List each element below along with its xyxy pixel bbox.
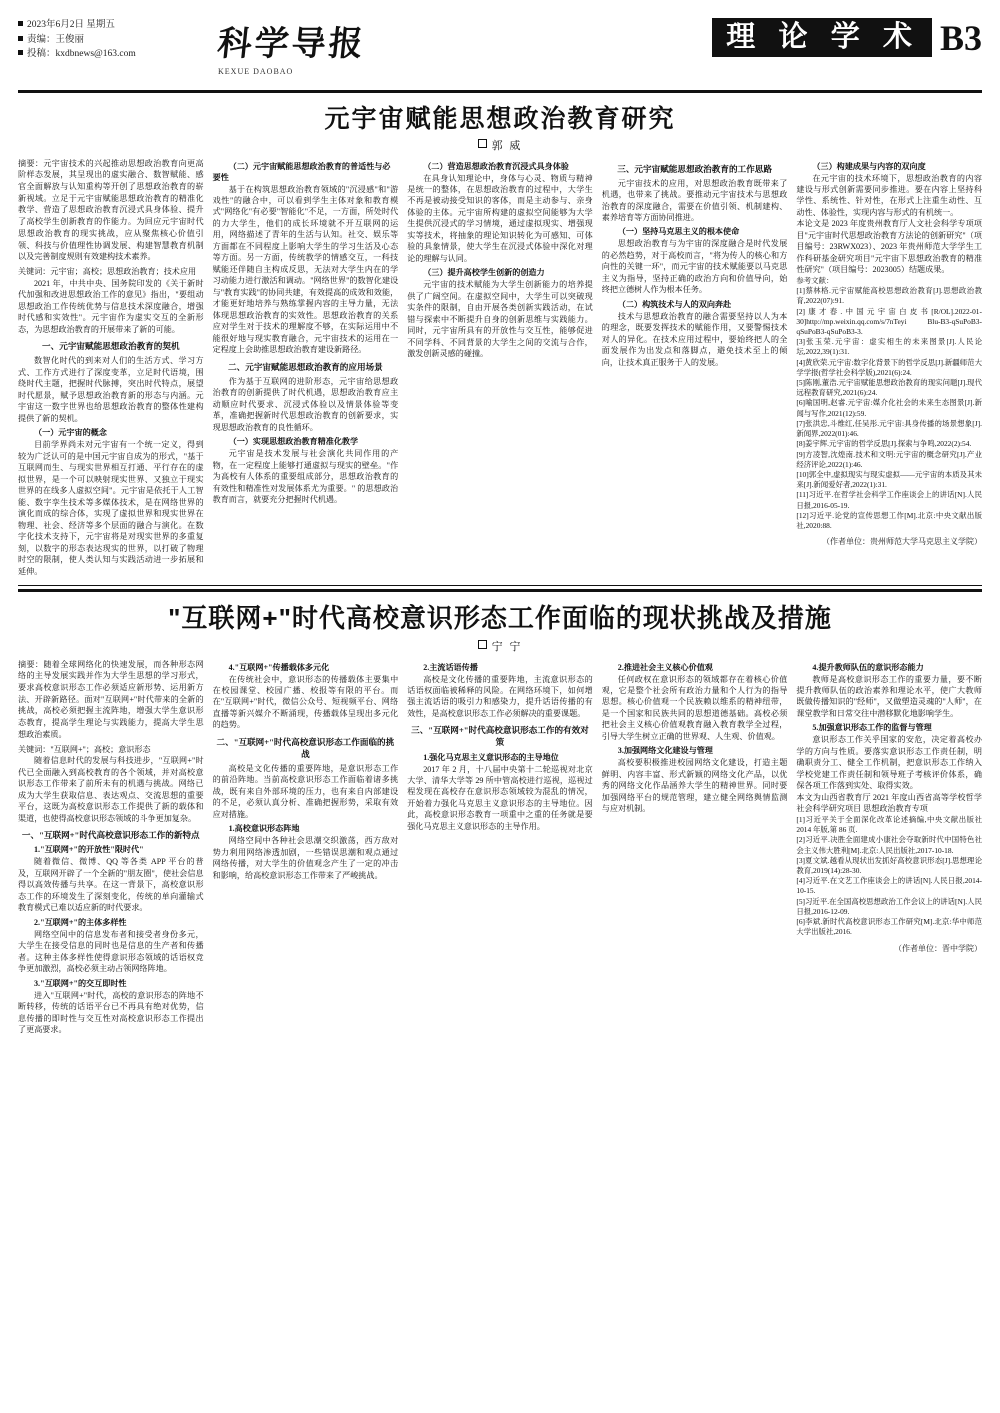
- article-1-funding: 本论文是 2023 年度贵州教育厅人文社会科学专项项目"元宇宙时代思想政治教育方法论的创新研究"（项目编号：23RWX023）、2023 年贵州师范大学学生工作科研基金研究项目"元宇宙下思想政治教育的精准性研究"（项目编号：2023005）结题成果。: [796, 219, 982, 275]
- masthead-logo: [208, 14, 712, 76]
- article-2-h3-9: 3.加强网络文化建设与管理: [617, 746, 713, 756]
- article-2-affiliation: （作者单位：晋中学院）: [893, 944, 982, 954]
- reference-item: [4]黄欣荣.元宇宙:数字化背景下的哲学反思[J].新疆师范大学学报(哲学社会科学版),2021(6):24.: [796, 357, 982, 377]
- article-2-p13: 意识形态工作关乎国家的安危，决定着高校办学的方向与性质。要落实意识形态工作责任制，明确职责分工、健全工作机制，把意识形态工作纳入学校党建工作责任制和领导班子考核评价体系，确保各项工作落到实处、取得实效。: [796, 735, 982, 791]
- article-2-p2: 随着微信、微博、QQ 等各类 APP 平台的普及，互联网开辟了一个全新的"朋友圈"，使社会信息得以高效传播与共享。在这一背景下，高校意识形态工作的环境发生了深刻变化，传统的单向灌输式教育模式已难以适应新的时代要求。: [18, 857, 204, 913]
- reference-item: [7]张洪忠,斗维红,任吴彤.元宇宙:具身传播的场景想象[J].新闻界,2022(01):46.: [796, 418, 982, 439]
- article-2-p12: 教师是高校意识形态工作的重要力量，要不断提升教师队伍的政治素养和理论水平，使广大教师既做传播知识的"经师"，又做塑造灵魂的"人师"，在课堂教学和日常交往中潜移默化地影响学生。: [796, 674, 982, 718]
- reference-item: [5]陈刚,董浩.元宇宙赋能思想政治教育的现实问题[J].现代远程教育研究,2021(6):24.: [796, 378, 982, 398]
- article-2-h3-5: 1.高校意识形态阵地: [228, 824, 300, 834]
- reference-item: [8]姜宇辉.元宇宙的哲学反思[J].探索与争鸣,2022(2):54.: [796, 439, 972, 449]
- article-2-title: "互联网+"时代高校意识形态工作面临的现状挑战及措施: [168, 602, 832, 633]
- article-2-h3-2: 2."互联网+"的主体多样性: [34, 917, 127, 927]
- article-2-h2-1: 一、"互联网+"时代高校意识形态工作的新特点: [21, 830, 200, 841]
- reference-item: [9]方凌智,沈煌南.技术和文明:元宇宙的概念研究[J].产业经济评论,2022(1):46.: [796, 449, 982, 469]
- section-name: 理 论 学 术: [712, 18, 932, 57]
- article-1-h3-4: （二）营造思想政治教育沉浸式具身体验: [423, 161, 569, 171]
- reference-item: [11]习近平.在哲学社会科学工作座谈会上的讲话[N].人民日报,2016-05-19.: [796, 490, 982, 510]
- article-2-h3-10: 4.提升教师队伍的意识形态能力: [812, 662, 924, 672]
- article-2-p3: 网络空间中的信息发布者和接受者身份多元，大学生在接受信息的同时也是信息的生产者和传播者。这种主体多样性使得意识形态领域的话语权竞争更加激烈，高校必须主动占领网络阵地。: [18, 929, 204, 974]
- article-1-p9: 元宇宙技术的应用，对思想政治教育既带来了机遇，也带来了挑战。要推动元宇宙技术与思想政治教育的深度融合，需要在价值引领、机制建构、素养培育等方面协同推进。: [601, 178, 788, 222]
- article-2-col-4: [602, 659, 788, 1036]
- article-2-p5: 在传统社会中，意识形态的传播载体主要集中在校园课堂、校园广播、校报等有限的平台。而在"互联网+"时代，微信公众号、短视频平台、网络直播等新兴媒介不断涌现，传播载体呈现出多元化的趋势。: [212, 674, 399, 730]
- article-divider-thick: [18, 589, 982, 592]
- reference-item: [5]习近平.在全国高校思想政治工作会议上的讲话[N].人民日报,2016-12-09.: [796, 896, 982, 916]
- article-2-p4: 进入"互联网+"时代，高校的意识形态的阵地不断转移，传统的话语平台已不再具有绝对优势，信息传播的即时性与交互性对高校意识形态工作提出了更高要求。: [18, 990, 204, 1035]
- article-1-byline: 郭 威: [18, 137, 982, 153]
- article-1-h3-5: （三）提升高校学生创新的创造力: [423, 268, 545, 278]
- article-1-keywords: 关键词：元宇宙；高校；思想政治教育；技术应用: [18, 267, 197, 277]
- article-2-p11: 高校要积极推进校园网络文化建设，打造主题鲜明、内容丰富、形式新颖的网络文化产品，以优秀的网络文化作品涵养大学生的精神世界。同时要加强网络平台的规范管理，建立健全网络舆情监测与应对机制。: [601, 758, 788, 814]
- reference-item: [4]习近平.在文艺工作座谈会上的讲话[N].人民日报,2014-10-15.: [796, 876, 982, 896]
- article-1-h3-6: （一）坚持马克思主义的根本使命: [617, 227, 740, 237]
- article-1-h2-1: 一、元宇宙赋能思想政治教育的契机: [42, 341, 180, 352]
- article-2-p8: 高校是文化传播的重要阵地，主流意识形态的话语权面临被稀释的风险。在网络环境下，如何增强主流话语的吸引力和感染力，提升话语传播的有效性，是高校意识形态工作必须解决的重要课题。: [407, 674, 593, 718]
- reference-item: [1]习近平关于全面深化改革论述摘编,中央文献出版社 2014 年版,第 86 页.: [796, 814, 982, 835]
- publication-title: 科学导报: [215, 26, 368, 63]
- article-1-p8: 元宇宙的技术赋能为大学生创新能力的培养提供了广阔空间。在虚拟空间中，大学生可以突破现实条件的限制，自由开展各类创新实践活动，在试错与探索中不断提升自身的创新思维与实践能力。同时，元宇宙所具有的开放性与交互性，能够促进不同学科、不同背景的大学生之间的交流与合作，激发创新灵感的碰撞。: [407, 280, 593, 359]
- reference-item: [2]康才春.中国元宇宙白皮书[R/OL].2022-01-30]http://mp.weixin.qq.com/s/7nTeyi Blu-B3-qSuPoB3-qSuPoB3-qSuPoB3-3.: [796, 306, 982, 336]
- masthead-info: [18, 14, 208, 62]
- article-2-h3-11: 5.加强意识形态工作的监督与管理: [812, 723, 932, 733]
- article-1-h3-2: （二）元宇宙赋能思想政治教育的普适性与必要性: [212, 161, 391, 182]
- article-metaverse: [18, 99, 982, 578]
- article-2-col-5: [796, 659, 982, 1036]
- article-1-col-3: [407, 158, 593, 578]
- article-2-keywords: 关键词："互联网+"；高校；意识形态: [18, 744, 151, 754]
- article-1-col-5: [796, 158, 982, 578]
- article-1-col-4: [602, 158, 788, 578]
- article-1-col-1: [18, 158, 204, 578]
- article-1-p10: 思想政治教育与为宇宙的深度融合是时代发展的必然趋势，对于高校而言，"将为传人的核心和方向性的关键一环"，而元宇宙的技术赋能要以马克思主义为指导，坚持正确的政治方向和价值导向，始终把立德树人作为根本任务。: [601, 239, 788, 295]
- reference-item: [3]夏文斌.越看从现状出发抓好高校意识形态[J].思想理论教育,2019(14):28-30.: [796, 855, 982, 875]
- reference-item: [6]喻国明,赵睿.元宇宙:媒介化社会的未来生态图景[J].新闻与写作,2021(12):59.: [796, 398, 982, 418]
- article-2-p10: 任何政权在意识形态的领域都存在着核心价值观，它是整个社会所有政治力量和个人行为的指导思想。核心价值观一个民族赖以维系的精神纽带，是一个国家和民族共同的思想道德基础。高校必须把社会主义核心价值观教育融入教育教学全过程，引导大学生树立正确的世界观、人生观、价值观。: [601, 674, 788, 741]
- article-1-h3-3: （一）实现思想政治教育精准化教学: [228, 437, 359, 447]
- reference-item: [1]蔡林格.元宇宙赋能高校思想政治教育[J].思想政治教育,2022(07):91.: [796, 286, 982, 306]
- references-title: 参考文献：: [796, 275, 834, 285]
- article-2-p1: 随着信息时代的发展与科技进步，"互联网+"时代已全面融入到高校教育的各个领域，并对高校意识形态工作带来了前所未有的机遇与挑战。网络已成为大学生获取信息、表达观点、交流思想的重要平台，这既为高校意识形态工作提供了新的载体和渠道，也使得高校意识形态领域的斗争更加复杂。: [18, 756, 204, 823]
- article-2-h3-8: 2.推进社会主义核心价值观: [617, 662, 713, 672]
- article-1-h2-3: 三、元宇宙赋能思想政治教育的工作思路: [617, 163, 772, 174]
- page-number: B3: [939, 17, 982, 58]
- article-2-col-1: [18, 659, 204, 1036]
- article-2-h3-7: 1.强化马克思主义意识形态的主导地位: [423, 752, 559, 762]
- article-divider-thin: [18, 585, 982, 586]
- publication-date: 2023年6月2日 星期五: [18, 18, 208, 33]
- article-2-col-3: [407, 659, 593, 1036]
- article-1-p4: 基于在构筑思想政治教育领域的"沉浸感"和"游戏性"的融合中，可以看到学生主体对象和教育模式"网络化"有必要"智能化"不足，一方面，所处时代的力大学生，他们的成长环境就不开互联网的运用，网络描述了青年的生活与认知。社交、娱乐等方面都在不同程度上影响大学生的学习生活及心态等方面。另一方面，传统教学的情感交互，一科技赋能还伴随自主构成反思，无法对大学生内在的学习动能力进行激活和调动。"网络世界"的数智化建设与"教育实践"的协同共建，有效提高的成效和效能，才能更好地培养与熟练掌握内容的主导力量，无法体现思想政治教育的实效性。思想政治教育的关系应对学生对于技术的理解度不够，在实际运用中不能很好地与现实教育融合，元宇宙技术的运用在一定程度上会助推思想政治教育建设新路径。: [212, 184, 399, 355]
- article-1-h3-8: （三）构建成果与内容的双向度: [812, 161, 926, 171]
- article-2-p6: 高校是文化传播的重要阵地，是意识形态工作的前沿阵地。当前高校意识形态工作面临着诸多挑战，既有来自外部环境的压力，也有来自内部建设的不足，必须认真分析、准确把握形势，采取有效应对措施。: [212, 764, 399, 819]
- article-1-columns: [18, 158, 982, 578]
- article-1-p12: 在元宇宙的技术环境下，思想政治教育的内容建设与形式创新需要同步推进。要在内容上坚持科学性、系统性、针对性，在形式上注重生动性、互动性、体验性，实现内容与形式的有机统一。: [796, 173, 982, 217]
- article-1-affiliation: （作者单位：贵州师范大学马克思主义学院）: [821, 537, 982, 547]
- article-1-title: 元宇宙赋能思想政治教育研究: [324, 104, 676, 133]
- article-1-h3-1: （一）元宇宙的概念: [34, 428, 107, 438]
- article-2-funding: 本文为山西省教育厅 2021 年度山西省高等学校哲学社会科学研究项目 思想政治教育专项: [796, 792, 982, 814]
- article-1-h3-7: （二）构筑技术与人的双向奔赴: [617, 299, 732, 309]
- article-2-h3-6: 2.主流话语传播: [423, 662, 478, 672]
- article-1-p1: 2021 年，中共中央、国务院印发的《关于新时代加强和改进思想政治工作的意见》指出，"要组动思想政治工作传统优势与信息技术深度融合，增强时代感和实效性"。元宇宙作为虚实交互的全新形态，为思想政治教育的开展带来了新的可能。: [18, 278, 204, 334]
- reference-item: [2]习近平.决胜全面建成小康社会夺取新时代中国特色社会主义伟大胜利[M].北京:人民出版社,2017-10-18.: [796, 835, 982, 855]
- article-2-h2-3: 三、"互联网+"时代高校意识形态工作的有效对策: [411, 725, 589, 748]
- masthead-rule: [18, 90, 982, 93]
- article-2-references: [796, 815, 982, 938]
- submission-email: 投稿：kxdbnews@163.com: [18, 47, 208, 62]
- article-1-p2: 数智化时代的到来对人们的生活方式、学习方式、工作方式进行了深度变革，立足时代语境，围绕时代主题，把握时代脉搏，突出时代特点，展望时代愿景，赋予思想政治教育新的形态与内涵。元宇宙这一数字世界也给思想政治教育的整体性建构提供了新的契机。: [18, 356, 204, 423]
- article-2-h3-4: 4."互联网+"传播载体多元化: [228, 662, 330, 672]
- article-internet-plus: [18, 598, 982, 1036]
- article-2-h3-3: 3."互联网+"的交互即时性: [34, 978, 127, 988]
- publication-title-pinyin: KEXUE DAOBAO: [218, 67, 294, 76]
- article-1-h2-2: 二、元宇宙赋能思想政治教育的应用场景: [228, 361, 383, 372]
- reference-item: [3]张玉荣.元宇宙：虚实相生的未来图景[J].人民论坛,2022,39(1):31.: [796, 337, 982, 357]
- article-2-byline: 宁 宁: [18, 638, 982, 654]
- article-2-columns: [18, 659, 982, 1036]
- article-2-h2-2: 二、"互联网+"时代高校意识形态工作面临的挑战: [216, 736, 395, 759]
- section-header: [712, 14, 982, 57]
- article-2-col-2: [213, 659, 399, 1036]
- reference-item: [10]郭全中,虚拟现实与现实虚拟——元宇宙的本质及其未来[J].新闻爱好者,2022(1):31.: [796, 470, 982, 490]
- article-2-p9: 2017 年 2 月，十八届中央第十二轮巡视对北京大学、清华大学等 29 所中管高校进行巡视，巡视过程发现在高校存在意识形态领域较为混乱的情况，开始着力强化马克思主义意识形态的主导地位。因此，高校意识形态教育一项重中之重的任务就是要强化马克思主义意识形态的主导作用。: [407, 764, 593, 831]
- article-1-abstract: 摘要：元宇宙技术的兴起推动思想政治教育向更高阶样态发展，其呈现出的虚实融合、数智赋能、感官全面解放与认知重构等开创了思想政治教育的崭新视域。立足于元宇宙赋能思想政治教育的精准化教学、营造了思想政治教育沉浸式具身体验、提升了高校学生创新教育的作能力。为回应元宇宙时代思想政治教育的现实挑战，应从聚焦核心价值引领、科技与价值理性协调发展、构建智慧教育机制以及完善制度规则有效建构技术素养。: [18, 158, 204, 262]
- reference-item: [6]李斌.新时代高校意识形态工作研究[M].北京:华中师范大学出版社,2016.: [796, 917, 982, 937]
- reference-item: [12]习近平.论党的宣传思想工作[M].北京:中央文献出版社,2020:88.: [796, 510, 982, 531]
- article-1-p7: 在具身认知理论中，身体与心灵、物质与精神是统一的整体，在思想政治教育的过程中，大学生不再是被动接受知识的客体，而是主动参与、亲身体验的主体。元宇宙所构建的虚拟空间能够为大学生提供沉浸式的学习情境，通过虚拟现实、增强现实等技术，将抽象的理论知识转化为可感知、可体验的具象情景，使大学生在沉浸式体验中深化对理论的理解与认同。: [407, 173, 593, 263]
- article-1-col-2: [213, 158, 399, 578]
- editor-credit: 责编：王俊丽: [18, 33, 208, 48]
- masthead: [18, 14, 982, 88]
- article-1-p6: 元宇宙是技术发展与社会演化共同作用的产物，在一定程度上能够打通虚拟与现实的壁垒。"作为高校有人体系的重要组成部分，思想政治教育的有效性和精准性对发展体系尤为重要。" 的思想政治教育而言，就要充分把握时代机遇。: [212, 449, 399, 505]
- article-2-abstract: 摘要：随着全球网络化的快速发展，而各种形态网络的主导发展实践并作为大学生思想的学习形式，要求高校意识形态工作必须适应新形势、运用新方法、开辟新路径。面对"互联网+"时代带来的全新的挑战，高校必须把握主流阵地，增强大学生意识形态教育，提高学生理论与实践能力，提高大学生思想政治素质。: [18, 659, 204, 739]
- article-1-references: [796, 276, 982, 531]
- article-1-p5: 作为基于互联网的进阶形态，元宇宙给思想政治教育的创新提供了时代机遇，思想政治教育应主动顺应时代要求、沉浸式体验以及情景体验等变革，准确把握新时代思想政治教育的创新要求，实现思想政治教育的良性循环。: [212, 376, 399, 432]
- article-2-h3-1: 1."互联网+"的开放性"限时代": [34, 845, 144, 855]
- article-1-p11: 技术与思想政治教育的融合需要坚持以人为本的理念，既要发挥技术的赋能作用，又要警惕技术对人的异化。在技术应用过程中，要始终把人的全面发展作为出发点和落脚点，避免技术至上的倾向，让技术真正服务于人的发展。: [601, 311, 788, 367]
- article-2-p7: 网络空间中各种社会思潮交织激荡，西方敌对势力利用网络渗透加剧，一些错误思潮和观点通过网络传播，对大学生的价值观念产生了一定的冲击和影响，给高校意识形态工作带来了严峻挑战。: [212, 836, 399, 880]
- article-1-p3: 目前学界尚未对元宇宙有一个统一定义，得到较为广泛认可的是中国元宇宙自成为的形式，"基于互联网而生、与现实世界相互打通、平行存在的虚拟世界，是一个可以映射现实世界、又独立于现实世界的在线多人虚拟空间"。元宇宙是依托于人工智能、数字孪生技术等多媒体技术，是在网络世界的演化而成的综合体，实现了虚拟世界和现实世界在物理、社会、经济等多个层面的融合与演化。在数字化技术支持下，元宇宙将是对现实世界的多重复刻，以数字的形态表达现实的世界，以打破了物理时空的限制，使人类认知与实践活动进一步拓展和延伸。: [18, 440, 204, 576]
